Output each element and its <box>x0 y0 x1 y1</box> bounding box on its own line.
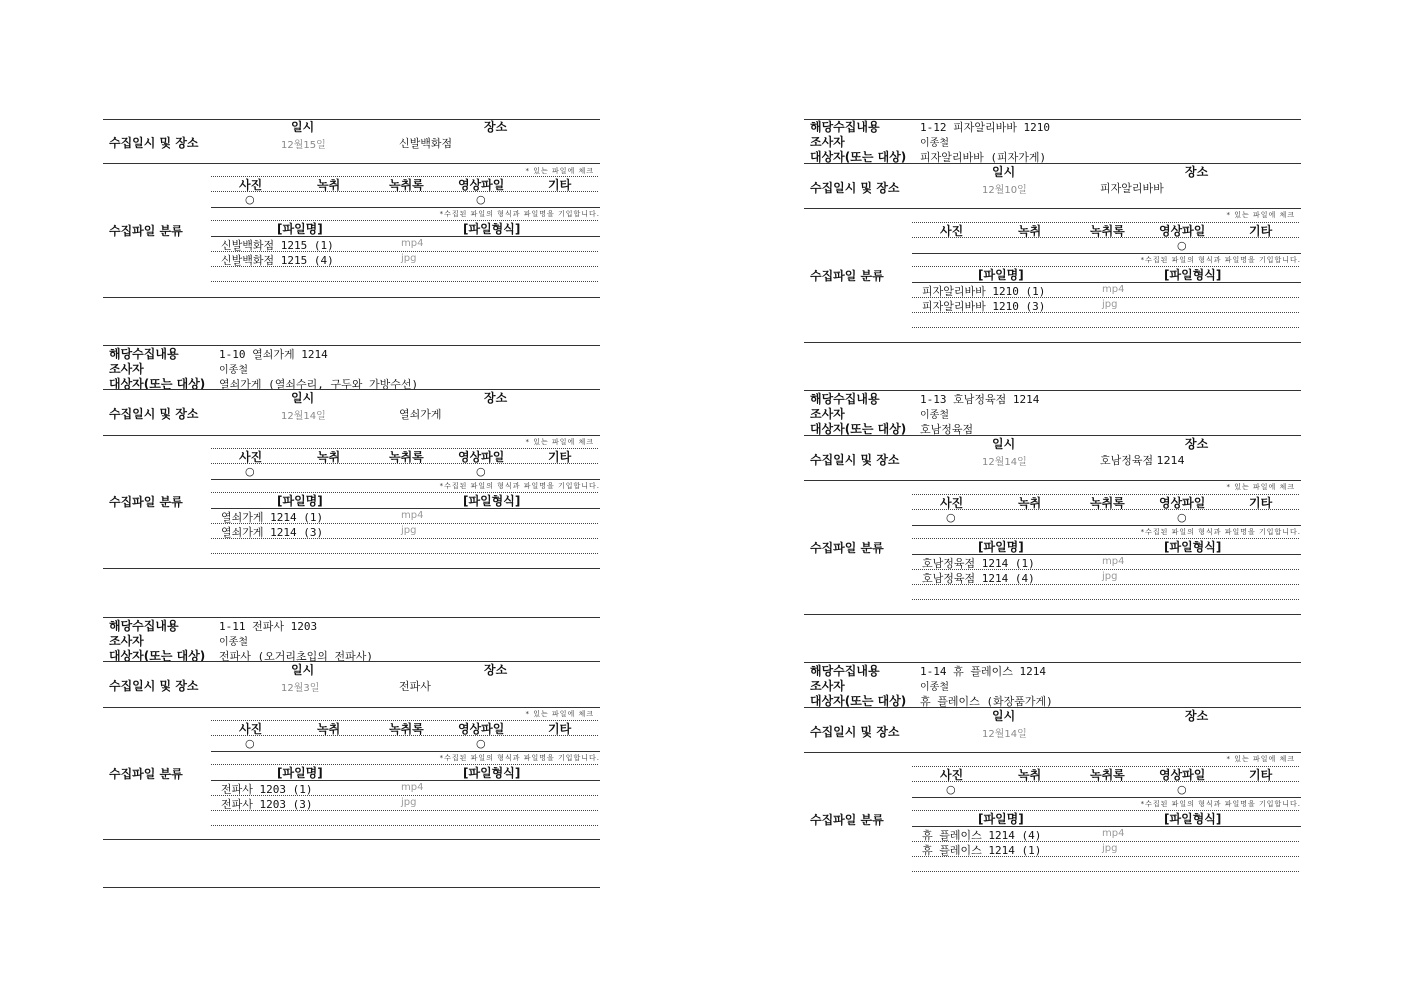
file-class-label: 수집파일 분류 <box>810 269 884 283</box>
format-note: *수집된 파일의 형식과 파일명을 기입합니다. <box>1140 256 1301 264</box>
file-name: 피자알리바바 1210 (3) <box>922 300 1046 313</box>
check-mark-photo: ○ <box>946 783 956 796</box>
file-format: mp4 <box>1102 284 1125 295</box>
format-note: *수집된 파일의 형식과 파일명을 기입합니다. <box>439 210 600 218</box>
file-type-transcript: 녹취록 <box>389 178 424 192</box>
file-type-video: 영상파일 <box>458 450 505 464</box>
filename-header: [파일명] <box>978 540 1024 554</box>
researcher-value: 이종철 <box>920 410 949 421</box>
record-block <box>804 118 1301 388</box>
check-note: * 있는 파일에 체크 <box>1226 211 1295 219</box>
check-note: * 있는 파일에 체크 <box>525 167 594 175</box>
file-name: 전파사 1203 (1) <box>221 783 313 796</box>
file-format: jpg <box>1102 571 1118 582</box>
file-format: mp4 <box>401 782 424 793</box>
content-value: 1-10 열쇠가게 1214 <box>219 348 328 361</box>
content-label: 해당수집내용 <box>109 347 179 361</box>
file-type-photo: 사진 <box>239 722 263 736</box>
content-label: 해당수집내용 <box>810 664 880 678</box>
date-header: 일시 <box>992 709 1016 723</box>
file-class-label: 수집파일 분류 <box>810 541 884 555</box>
target-label: 대상자(또는 대상) <box>810 694 907 708</box>
collection-place: 피자알리바바 <box>1100 182 1164 195</box>
check-mark-video: ○ <box>476 737 486 750</box>
file-name: 전파사 1203 (3) <box>221 798 313 811</box>
file-class-label: 수집파일 분류 <box>810 813 884 827</box>
file-class-label: 수집파일 분류 <box>109 224 183 238</box>
target-label: 대상자(또는 대상) <box>810 150 907 164</box>
check-mark-video: ○ <box>476 465 486 478</box>
target-value: 전파사 (오거리초입의 전파사) <box>219 650 374 663</box>
format-note: *수집된 파일의 형식과 파일명을 기입합니다. <box>439 754 600 762</box>
file-type-recording: 녹취 <box>1018 224 1042 238</box>
file-type-video: 영상파일 <box>1159 496 1206 510</box>
file-class-label: 수집파일 분류 <box>109 495 183 509</box>
file-type-video: 영상파일 <box>458 722 505 736</box>
file-type-transcript: 녹취록 <box>389 450 424 464</box>
filename-header: [파일명] <box>978 268 1024 282</box>
place-header: 장소 <box>484 391 508 405</box>
place-header: 장소 <box>1185 437 1209 451</box>
target-value: 호남정육점 <box>920 423 974 436</box>
content-value: 1-11 전파사 1203 <box>219 620 318 633</box>
place-header: 장소 <box>484 120 508 134</box>
format-header: [파일형식] <box>1164 812 1222 826</box>
file-format: mp4 <box>401 510 424 521</box>
file-name: 열쇠가게 1214 (1) <box>221 511 324 524</box>
file-type-other: 기타 <box>548 450 572 464</box>
check-note: * 있는 파일에 체크 <box>1226 483 1295 491</box>
check-mark-photo: ○ <box>245 465 255 478</box>
file-type-recording: 녹취 <box>1018 496 1042 510</box>
file-name: 신발백화점 1215 (4) <box>221 254 334 267</box>
collection-date: 12월10일 <box>982 185 1027 196</box>
datetime-place-label: 수집일시 및 장소 <box>810 725 900 739</box>
filename-header: [파일명] <box>277 222 323 236</box>
file-format: jpg <box>401 253 417 264</box>
file-format: jpg <box>401 797 417 808</box>
datetime-place-label: 수집일시 및 장소 <box>109 679 199 693</box>
collection-date: 12월14일 <box>982 457 1027 468</box>
date-header: 일시 <box>291 663 315 677</box>
researcher-label: 조사자 <box>810 407 845 421</box>
date-header: 일시 <box>992 437 1016 451</box>
file-type-transcript: 녹취록 <box>1090 496 1125 510</box>
left-column <box>103 118 600 811</box>
format-header: [파일형식] <box>1164 268 1222 282</box>
datetime-place-label: 수집일시 및 장소 <box>810 453 900 467</box>
record-block <box>804 662 1301 932</box>
file-type-recording: 녹취 <box>317 178 341 192</box>
record-block <box>804 390 1301 660</box>
content-label: 해당수집내용 <box>810 120 880 134</box>
file-type-photo: 사진 <box>940 768 964 782</box>
file-type-photo: 사진 <box>239 178 263 192</box>
file-format: jpg <box>1102 843 1118 854</box>
file-class-label: 수집파일 분류 <box>109 767 183 781</box>
target-value: 휴 플레이스 (화장품가게) <box>920 695 1053 708</box>
content-label: 해당수집내용 <box>109 619 179 633</box>
check-mark-video: ○ <box>1177 511 1187 524</box>
researcher-value: 이종철 <box>219 365 248 376</box>
file-type-other: 기타 <box>1249 768 1273 782</box>
record-block <box>103 617 600 887</box>
record-block <box>103 118 600 298</box>
researcher-value: 이종철 <box>920 682 949 693</box>
file-name: 호남정육점 1214 (1) <box>922 557 1035 570</box>
collection-place: 호남정육점 1214 <box>1100 454 1185 467</box>
filename-header: [파일명] <box>978 812 1024 826</box>
datetime-place-label: 수집일시 및 장소 <box>109 136 199 150</box>
collection-place: 전파사 <box>399 680 431 693</box>
format-note: *수집된 파일의 형식과 파일명을 기입합니다. <box>1140 528 1301 536</box>
target-label: 대상자(또는 대상) <box>810 422 907 436</box>
researcher-label: 조사자 <box>810 679 845 693</box>
check-note: * 있는 파일에 체크 <box>1226 755 1295 763</box>
target-value: 열쇠가게 (열쇠수리, 구두와 가방수선) <box>219 378 419 391</box>
researcher-label: 조사자 <box>810 135 845 149</box>
researcher-value: 이종철 <box>920 138 949 149</box>
file-type-other: 기타 <box>1249 224 1273 238</box>
file-type-photo: 사진 <box>940 496 964 510</box>
file-name: 휴 플레이스 1214 (1) <box>922 844 1042 857</box>
file-name: 휴 플레이스 1214 (4) <box>922 829 1042 842</box>
file-type-photo: 사진 <box>940 224 964 238</box>
format-header: [파일형식] <box>463 766 521 780</box>
file-type-recording: 녹취 <box>317 450 341 464</box>
check-mark-video: ○ <box>1177 783 1187 796</box>
content-value: 1-14 휴 플레이스 1214 <box>920 665 1046 678</box>
date-header: 일시 <box>291 120 315 134</box>
file-type-other: 기타 <box>1249 496 1273 510</box>
collection-date: 12월3일 <box>281 683 320 694</box>
file-type-recording: 녹취 <box>1018 768 1042 782</box>
target-value: 피자알리바바 (피자가게) <box>920 151 1047 164</box>
file-format: jpg <box>1102 299 1118 310</box>
content-value: 1-12 피자알리바바 1210 <box>920 121 1050 134</box>
collection-date: 12월14일 <box>982 729 1027 740</box>
place-header: 장소 <box>484 663 508 677</box>
file-format: mp4 <box>1102 556 1125 567</box>
file-name: 열쇠가게 1214 (3) <box>221 526 324 539</box>
format-header: [파일형식] <box>463 494 521 508</box>
file-format: mp4 <box>401 238 424 249</box>
place-header: 장소 <box>1185 709 1209 723</box>
file-type-transcript: 녹취록 <box>1090 224 1125 238</box>
filename-header: [파일명] <box>277 766 323 780</box>
date-header: 일시 <box>992 165 1016 179</box>
place-header: 장소 <box>1185 165 1209 179</box>
check-mark-video: ○ <box>1177 239 1187 252</box>
check-note: * 있는 파일에 체크 <box>525 438 594 446</box>
content-value: 1-13 호남정육점 1214 <box>920 393 1040 406</box>
file-type-other: 기타 <box>548 722 572 736</box>
content-label: 해당수집내용 <box>810 392 880 406</box>
file-type-photo: 사진 <box>239 450 263 464</box>
date-header: 일시 <box>291 391 315 405</box>
file-type-transcript: 녹취록 <box>389 722 424 736</box>
format-note: *수집된 파일의 형식과 파일명을 기입합니다. <box>1140 800 1301 808</box>
collection-place: 신발백화점 <box>399 137 453 150</box>
target-label: 대상자(또는 대상) <box>109 649 206 663</box>
check-mark-video: ○ <box>476 193 486 206</box>
file-name: 신발백화점 1215 (1) <box>221 239 334 252</box>
format-note: *수집된 파일의 형식과 파일명을 기입합니다. <box>439 482 600 490</box>
file-format: mp4 <box>1102 828 1125 839</box>
check-note: * 있는 파일에 체크 <box>525 710 594 718</box>
datetime-place-label: 수집일시 및 장소 <box>109 407 199 421</box>
collection-date: 12월15일 <box>281 140 326 151</box>
check-mark-photo: ○ <box>245 737 255 750</box>
file-type-video: 영상파일 <box>1159 768 1206 782</box>
check-mark-photo: ○ <box>946 511 956 524</box>
target-label: 대상자(또는 대상) <box>109 377 206 391</box>
file-type-video: 영상파일 <box>1159 224 1206 238</box>
format-header: [파일형식] <box>1164 540 1222 554</box>
check-mark-photo: ○ <box>245 193 255 206</box>
researcher-label: 조사자 <box>109 362 144 376</box>
datetime-place-label: 수집일시 및 장소 <box>810 181 900 195</box>
file-format: jpg <box>401 525 417 536</box>
file-type-other: 기타 <box>548 178 572 192</box>
collection-place: 열쇠가게 <box>399 408 442 421</box>
file-type-video: 영상파일 <box>458 178 505 192</box>
collection-date: 12월14일 <box>281 411 326 422</box>
filename-header: [파일명] <box>277 494 323 508</box>
file-name: 피자알리바바 1210 (1) <box>922 285 1046 298</box>
format-header: [파일형식] <box>463 222 521 236</box>
record-block <box>103 345 600 615</box>
researcher-value: 이종철 <box>219 637 248 648</box>
file-type-recording: 녹취 <box>317 722 341 736</box>
researcher-label: 조사자 <box>109 634 144 648</box>
file-type-transcript: 녹취록 <box>1090 768 1125 782</box>
file-name: 호남정육점 1214 (4) <box>922 572 1035 585</box>
